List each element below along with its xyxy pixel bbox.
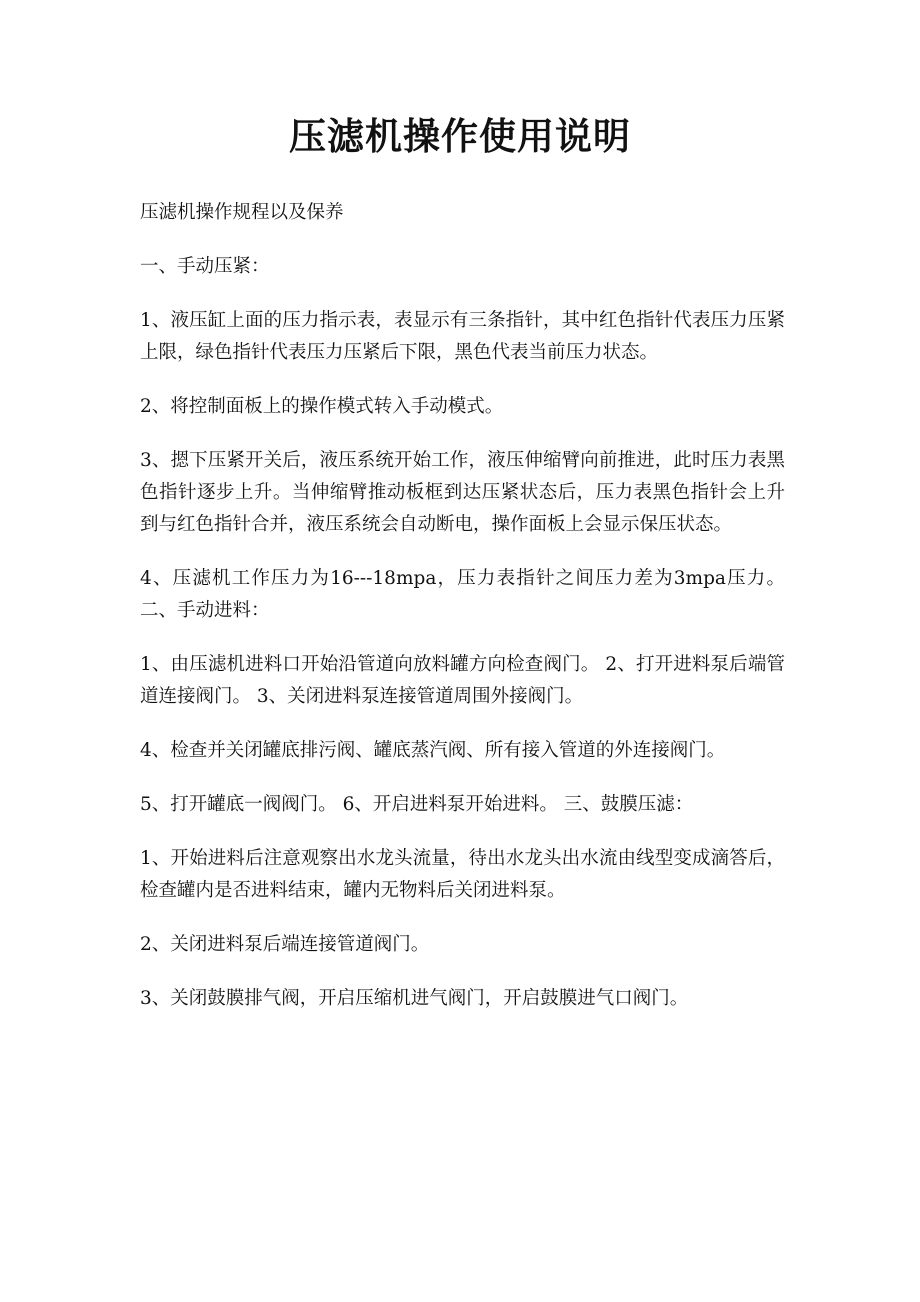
paragraph-close-drain-valves: 4、检查并关闭罐底排污阀、罐底蒸汽阀、所有接入管道的外连接阀门。 [140,740,726,761]
section-heading-manual-press: 一、手动压紧： [140,256,270,277]
document-body [140,197,785,1037]
paragraph-observe-flow: 1、开始进料后注意观察出水龙头流量，待出水龙头出水流由线型变成滴答后，检查罐内是否进料结束，罐内无物料后关闭进料泵。 [140,848,785,901]
paragraph-working-pressure: 4、压滤机工作压力为16---18mpa，压力表指针之间压力差为3mpa压力。 二、手动进料： [140,568,785,621]
paragraph-press-switch: 3、摁下压紧开关后，液压系统开始工作，液压伸缩臂向前推进，此时压力表黑色指针逐步上升。当伸缩臂推动板框到达压紧状态后，压力表黑色指针会上升到与红色指针合并，液压系统会自动断电，操作面板上会显示保压状态。 [140,450,785,535]
subtitle-paragraph: 压滤机操作规程以及保养 [140,202,344,223]
paragraph-check-valves: 1、由压滤机进料口开始沿管道向放料罐方向检查阀门。 2、打开进料泵后端管道连接阀门。 3、关闭进料泵连接管道周围外接阀门。 [140,654,785,707]
paragraph-close-pipe-valve: 2、关闭进料泵后端连接管道阀门。 [140,934,430,955]
document-title: 压滤机操作使用说明 [289,114,631,158]
paragraph-pressure-gauge: 1、液压缸上面的压力指示表，表显示有三条指针，其中红色指针代表压力压紧上限，绿色指针代表压力压紧后下限，黑色代表当前压力状态。 [140,310,785,363]
paragraph-membrane-air: 3、关闭鼓膜排气阀，开启压缩机进气阀门，开启鼓膜进气口阀门。 [140,988,689,1009]
paragraph-start-feed: 5、打开罐底一阀阀门。 6、开启进料泵开始进料。 三、鼓膜压滤： [140,794,694,815]
paragraph-manual-mode: 2、将控制面板上的操作模式转入手动模式。 [140,396,504,417]
